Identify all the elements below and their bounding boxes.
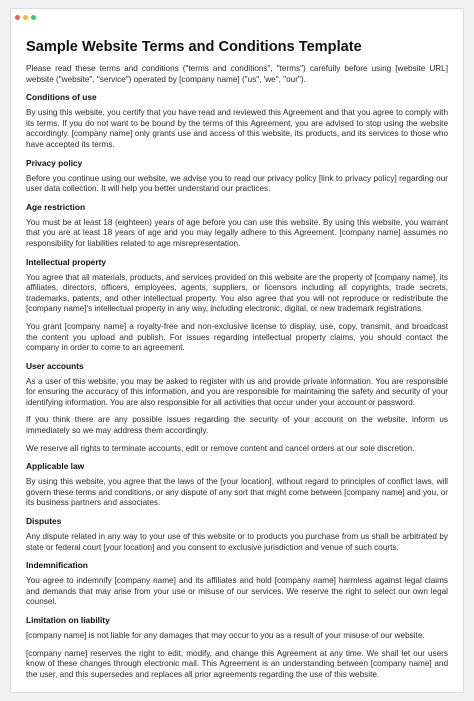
document-window: [10, 8, 464, 693]
section-heading-conditions-of-use: Conditions of use: [26, 92, 97, 103]
section-paragraph: You must be at least 18 (eighteen) years of age before you can use this website. By using this website, you warrant that you are at least 18 years of age and you may legally adhere to this Agreement. [company name] assumes no responsibility for liabilities related to age misrepresentation.: [26, 217, 448, 248]
section-heading-limitation-on-liability: Limitation on liability: [26, 615, 110, 625]
document-body: [11, 25, 463, 680]
section-heading-intellectual-property: Intellectual property: [26, 256, 107, 267]
section-paragraph: You agree to indemnify [company name] and its affiliates and hold [company name] harmless against legal claims and demands that may arise from your use or misuse of our services. We reserve the right to select our own legal counsel.: [26, 576, 448, 607]
section-paragraph: [company name] reserves the right to edit, modify, and change this Agreement at any time. We shall let our users know of these changes through electronic mail. This Agreement is an understanding between [company name] and the user, and this supersedes and replaces all prior agreements regarding the use of this website.: [26, 648, 448, 679]
section-paragraph: Before you continue using our website, we advise you to read our privacy policy [link to privacy policy] regarding our user data collection. It will help you better understand our practices.: [26, 173, 448, 194]
section-paragraph: As a user of this website, you may be asked to register with us and provide private information. You are responsible for ensuring the accuracy of this information, and you are responsible for maintaining the safety and security of your identifying information. You are also responsible for all activities that occur under your account or password.: [26, 376, 448, 407]
section-paragraph: By using this website, you certify that you have read and reviewed this Agreement and that you agree to comply with its terms. If you do not want to be bound by the terms of this Agreement, you are advised to stop using the website accordingly. [company name] only grants use and access of this website, its products, and its services to those who have accepted its terms.: [26, 108, 448, 149]
minimize-dot-icon[interactable]: [23, 15, 28, 20]
close-dot-icon[interactable]: [15, 15, 20, 20]
section-paragraph: If you think there are any possible issues regarding the security of your account on the website, inform us immediately so we may address them accordingly.: [26, 415, 448, 436]
window-titlebar: [11, 9, 463, 25]
section-heading-indemnification: Indemnification: [26, 560, 88, 571]
document-title: Sample Website Terms and Conditions Template: [26, 39, 362, 55]
section-heading-applicable-law: Applicable law: [26, 461, 85, 472]
section-paragraph: [company name] is not liable for any damages that may occur to you as a result of your misuse of our website.: [26, 631, 425, 640]
section-heading-disputes: Disputes: [26, 516, 62, 527]
section-heading-privacy-policy: Privacy policy: [26, 157, 83, 168]
section-paragraph: By using this website, you agree that the laws of the [your location], without regard to principles of conflict laws, will govern these terms and conditions, or any dispute of any sort that might come between [company name] and you, or its business partners and associates.: [26, 477, 448, 508]
section-paragraph: You grant [company name] a royalty-free and non-exclusive license to display, use, copy, transmit, and broadcast the content you upload and publish. For issues regarding intellectual property claims, you should contact the company in order to come to an agreement.: [26, 321, 448, 353]
section-paragraph: Any dispute related in any way to your use of this website or to products you purchase from us shall be arbitrated by state or federal court [your location] and you consent to exclusive jurisdiction and venue of such courts.: [26, 532, 448, 552]
section-paragraph: You agree that all materials, products, and services provided on this website are the property of [company name], its affiliates, directors, officers, employees, agents, suppliers, or licensors including all copyrights, trade secrets, trademarks, patents, and other intellectual property. You also agree that you will not reproduce or redistribute the [company name]'s intellectual property in any way, including electronic, digital, or new trademark registrations.: [26, 272, 448, 314]
section-paragraph: We reserve all rights to terminate accounts, edit or remove content and cancel orders at our sole discretion.: [26, 443, 415, 453]
intro-paragraph: Please read these terms and conditions ("terms and conditions", "terms") carefully before using [website URL] website ("website", "service") operated by [company name] ("us", 'we", "our").: [26, 64, 448, 84]
section-heading-age-restriction: Age restriction: [26, 201, 86, 212]
section-heading-user-accounts: User accounts: [26, 360, 84, 371]
maximize-dot-icon[interactable]: [31, 15, 36, 20]
